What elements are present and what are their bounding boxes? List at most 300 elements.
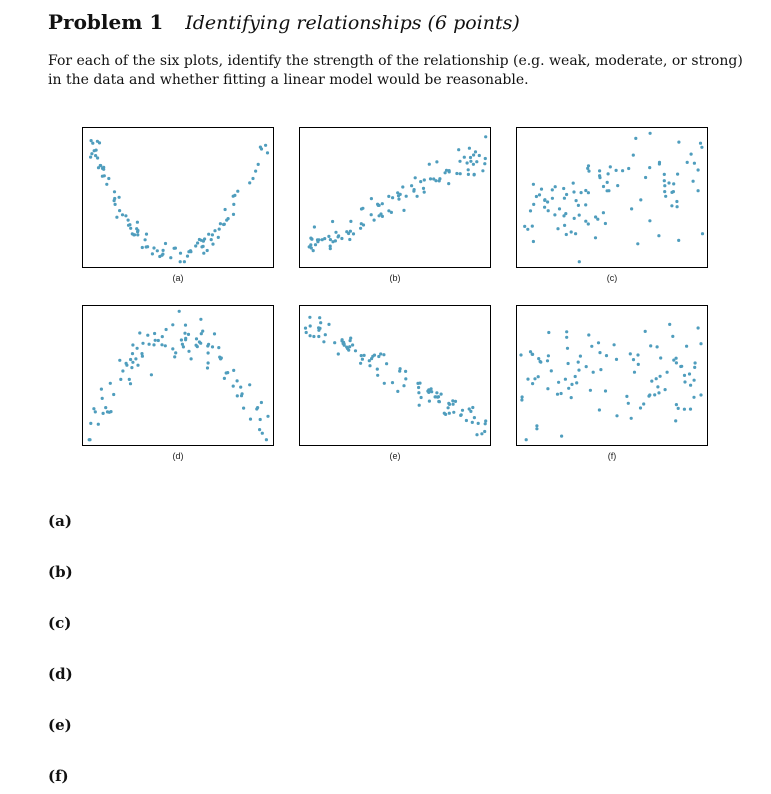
data-point (656, 385, 659, 388)
data-point (305, 331, 308, 334)
data-point (630, 207, 633, 210)
plot-frame (517, 128, 708, 268)
data-point (371, 355, 374, 358)
answer-label-c: (c) (48, 614, 72, 632)
data-point (575, 381, 578, 384)
data-point (248, 383, 251, 386)
data-point (469, 156, 472, 159)
data-point (701, 232, 704, 235)
data-point (401, 185, 404, 188)
data-point (207, 351, 210, 354)
data-point (331, 220, 334, 223)
data-point (426, 390, 429, 393)
data-point (451, 399, 454, 402)
data-point (670, 191, 673, 194)
problem-title: Identifying relationships (6 points) (185, 12, 520, 34)
data-point (121, 213, 124, 216)
data-point (309, 243, 312, 246)
data-point (266, 415, 269, 418)
data-point (131, 343, 134, 346)
data-point (520, 398, 523, 401)
plot-frame (300, 306, 491, 446)
data-point (663, 179, 666, 182)
answer-label-f: (f) (48, 767, 69, 785)
data-point (314, 243, 317, 246)
data-point (202, 240, 205, 243)
data-point (351, 343, 354, 346)
data-point (587, 170, 590, 173)
data-point (562, 214, 565, 217)
data-point (597, 341, 600, 344)
plot-canvas (82, 305, 274, 446)
data-point (573, 217, 576, 220)
data-point (570, 383, 573, 386)
data-point (169, 256, 172, 259)
data-point (604, 222, 607, 225)
data-point (211, 233, 214, 236)
data-point (546, 359, 549, 362)
data-point (226, 371, 229, 374)
plot-label: (b) (389, 273, 401, 283)
data-point (150, 373, 153, 376)
plot-frame (83, 306, 274, 446)
data-point (265, 438, 268, 441)
data-point (410, 184, 413, 187)
problem-number: Problem 1 (48, 10, 164, 34)
data-point (697, 326, 700, 329)
plot-frame (517, 306, 708, 446)
data-point (190, 357, 193, 360)
data-point (154, 339, 157, 342)
data-point (179, 252, 182, 255)
data-point (565, 330, 568, 333)
data-point (430, 387, 433, 390)
data-point (118, 196, 121, 199)
data-point (148, 343, 151, 346)
data-point (560, 392, 563, 395)
data-point (89, 422, 92, 425)
data-point (666, 371, 669, 374)
data-point (249, 418, 252, 421)
data-point (472, 163, 475, 166)
data-point (196, 241, 199, 244)
data-point (125, 362, 128, 365)
data-point (418, 382, 421, 385)
data-point (537, 357, 540, 360)
data-point (445, 169, 448, 172)
data-point (89, 156, 92, 159)
data-point (224, 208, 227, 211)
data-point (225, 219, 228, 222)
data-point (468, 147, 471, 150)
data-point (368, 359, 371, 362)
data-point (558, 207, 561, 210)
data-point (578, 260, 581, 263)
data-point (531, 353, 534, 356)
data-point (173, 355, 176, 358)
data-point (309, 237, 312, 240)
data-point (160, 343, 163, 346)
data-point (430, 390, 433, 393)
data-point (693, 379, 696, 382)
data-point (337, 234, 340, 237)
data-point (532, 183, 535, 186)
data-point (206, 366, 209, 369)
data-point (423, 178, 426, 181)
data-point (644, 176, 647, 179)
data-point (435, 391, 438, 394)
scatter-plot-b (299, 127, 491, 283)
data-point (359, 362, 362, 365)
data-point (161, 335, 164, 338)
data-point (675, 361, 678, 364)
data-point (463, 156, 466, 159)
data-point (563, 197, 566, 200)
data-point (686, 161, 689, 164)
data-point (438, 400, 441, 403)
data-point (141, 246, 144, 249)
data-point (606, 181, 609, 184)
data-point (677, 239, 680, 242)
data-point (609, 165, 612, 168)
data-point (317, 335, 320, 338)
data-point (109, 382, 112, 385)
data-point (118, 359, 121, 362)
data-point (131, 352, 134, 355)
data-point (251, 177, 254, 180)
data-point (592, 371, 595, 374)
data-point (659, 356, 662, 359)
data-point (532, 240, 535, 243)
data-point (477, 422, 480, 425)
data-point (697, 168, 700, 171)
data-point (556, 227, 559, 230)
data-point (258, 428, 261, 431)
data-point (310, 246, 313, 249)
data-point (648, 166, 651, 169)
data-point (423, 191, 426, 194)
data-point (690, 153, 693, 156)
data-point (537, 375, 540, 378)
data-point (180, 338, 183, 341)
data-point (693, 162, 696, 165)
data-point (136, 347, 139, 350)
data-point (540, 188, 543, 191)
data-point (467, 173, 470, 176)
data-point (615, 358, 618, 361)
data-point (347, 349, 350, 352)
data-point (685, 345, 688, 348)
data-point (363, 354, 366, 357)
data-point (121, 369, 124, 372)
data-point (526, 228, 529, 231)
data-point (639, 198, 642, 201)
plot-label: (e) (389, 451, 401, 461)
data-point (312, 335, 315, 338)
data-point (349, 339, 352, 342)
data-point (381, 202, 384, 205)
data-point (318, 316, 321, 319)
data-point (663, 190, 666, 193)
data-point (574, 375, 577, 378)
data-point (341, 338, 344, 341)
data-point (657, 234, 660, 237)
data-point (655, 377, 658, 380)
data-point (390, 211, 393, 214)
data-point (546, 387, 549, 390)
data-point (671, 335, 674, 338)
data-point (377, 204, 380, 207)
data-point (428, 163, 431, 166)
data-point (207, 361, 210, 364)
data-point (88, 438, 91, 441)
data-point (232, 213, 235, 216)
data-point (321, 238, 324, 241)
data-point (304, 327, 307, 330)
data-point (694, 361, 697, 364)
data-point (447, 406, 450, 409)
data-point (361, 358, 364, 361)
data-point (676, 205, 679, 208)
data-point (480, 432, 483, 435)
data-point (370, 197, 373, 200)
plot-canvas (516, 127, 708, 268)
data-point (156, 249, 159, 252)
data-point (437, 395, 440, 398)
data-point (213, 332, 216, 335)
data-point (471, 406, 474, 409)
data-point (381, 215, 384, 218)
data-point (236, 394, 239, 397)
data-point (419, 180, 422, 183)
data-point (391, 381, 394, 384)
data-point (200, 245, 203, 248)
data-point (102, 166, 105, 169)
data-point (577, 204, 580, 207)
data-point (664, 388, 667, 391)
data-point (577, 369, 580, 372)
data-point (688, 372, 691, 375)
plot-canvas (299, 127, 491, 268)
data-point (664, 195, 667, 198)
data-point (90, 152, 93, 155)
data-point (382, 353, 385, 356)
data-point (136, 221, 139, 224)
data-point (164, 344, 167, 347)
data-point (378, 214, 381, 217)
data-point (639, 406, 642, 409)
data-point (308, 316, 311, 319)
data-point (683, 380, 686, 383)
data-point (97, 423, 100, 426)
data-point (376, 374, 379, 377)
data-point (112, 393, 115, 396)
data-point (633, 371, 636, 374)
data-point (434, 179, 437, 182)
data-point (207, 343, 210, 346)
data-point (435, 160, 438, 163)
data-point (340, 237, 343, 240)
data-point (199, 318, 202, 321)
data-point (128, 223, 131, 226)
data-point (417, 391, 420, 394)
data-point (587, 164, 590, 167)
data-point (345, 230, 348, 233)
data-point (587, 222, 590, 225)
data-point (607, 172, 610, 175)
data-point (399, 367, 402, 370)
data-point (162, 249, 165, 252)
data-point (657, 391, 660, 394)
data-point (594, 215, 597, 218)
data-point (577, 361, 580, 364)
data-point (100, 388, 103, 391)
data-point (481, 169, 484, 172)
data-point (589, 389, 592, 392)
data-point (637, 363, 640, 366)
data-point (317, 329, 320, 332)
data-point (316, 238, 319, 241)
data-point (535, 424, 538, 427)
data-point (550, 369, 553, 372)
data-point (630, 417, 633, 420)
data-point (607, 189, 610, 192)
data-point (627, 402, 630, 405)
data-point (194, 244, 197, 247)
data-point (242, 407, 245, 410)
data-point (554, 185, 557, 188)
data-point (103, 174, 106, 177)
data-point (184, 337, 187, 340)
data-point (210, 238, 213, 241)
data-point (676, 173, 679, 176)
data-point (145, 233, 148, 236)
data-point (663, 184, 666, 187)
data-point (232, 369, 235, 372)
data-point (213, 229, 216, 232)
data-point (629, 352, 632, 355)
data-point (566, 347, 569, 350)
data-point (104, 406, 107, 409)
data-point (574, 232, 577, 235)
data-point (531, 225, 534, 228)
data-point (174, 351, 177, 354)
data-point (105, 183, 108, 186)
data-point (434, 395, 437, 398)
data-point (259, 418, 262, 421)
data-point (187, 350, 190, 353)
data-point (584, 220, 587, 223)
scatter-plot-a (82, 127, 274, 283)
data-point (598, 408, 601, 411)
data-point (475, 160, 478, 163)
data-point (146, 245, 149, 248)
data-point (211, 345, 214, 348)
data-point (428, 400, 431, 403)
data-point (337, 352, 340, 355)
data-point (563, 224, 566, 227)
data-point (402, 209, 405, 212)
data-point (538, 193, 541, 196)
data-point (683, 374, 686, 377)
data-point (632, 358, 635, 361)
data-point (240, 394, 243, 397)
data-point (616, 184, 619, 187)
data-point (565, 233, 568, 236)
data-point (547, 354, 550, 357)
data-point (484, 422, 487, 425)
data-point (113, 190, 116, 193)
data-point (553, 213, 556, 216)
data-point (448, 412, 451, 415)
data-point (127, 219, 130, 222)
data-point (319, 321, 322, 324)
data-point (418, 404, 421, 407)
data-point (650, 380, 653, 383)
data-point (313, 225, 316, 228)
data-point (183, 260, 186, 263)
data-point (525, 438, 528, 441)
data-point (129, 227, 132, 230)
data-point (309, 324, 312, 327)
data-point (543, 199, 546, 202)
data-point (585, 365, 588, 368)
data-point (551, 197, 554, 200)
data-point (675, 200, 678, 203)
data-point (565, 336, 568, 339)
data-point (135, 227, 138, 230)
data-point (519, 353, 522, 356)
data-point (474, 150, 477, 153)
data-point (647, 395, 650, 398)
data-point (92, 407, 95, 410)
data-point (547, 209, 550, 212)
data-point (546, 200, 549, 203)
data-point (564, 378, 567, 381)
plot-canvas (516, 305, 708, 446)
data-point (261, 432, 264, 435)
data-point (102, 412, 105, 415)
data-point (239, 386, 242, 389)
plot-frame (83, 128, 274, 268)
data-point (195, 337, 198, 340)
data-point (391, 196, 394, 199)
data-point (327, 323, 330, 326)
data-point (414, 176, 417, 179)
data-point (349, 230, 352, 233)
data-point (484, 157, 487, 160)
data-point (115, 216, 118, 219)
data-point (129, 358, 132, 361)
data-point (164, 242, 167, 245)
data-point (334, 239, 337, 242)
data-point (532, 203, 535, 206)
data-point (584, 189, 587, 192)
data-point (615, 169, 618, 172)
data-point (124, 214, 127, 217)
data-point (387, 195, 390, 198)
data-point (329, 238, 332, 241)
data-point (179, 260, 182, 263)
plot-label: (a) (172, 273, 184, 283)
data-point (693, 366, 696, 369)
plot-canvas (82, 127, 274, 268)
data-point (484, 135, 487, 138)
data-point (602, 211, 605, 214)
data-point (178, 310, 181, 313)
data-point (129, 382, 132, 385)
data-point (368, 364, 371, 367)
